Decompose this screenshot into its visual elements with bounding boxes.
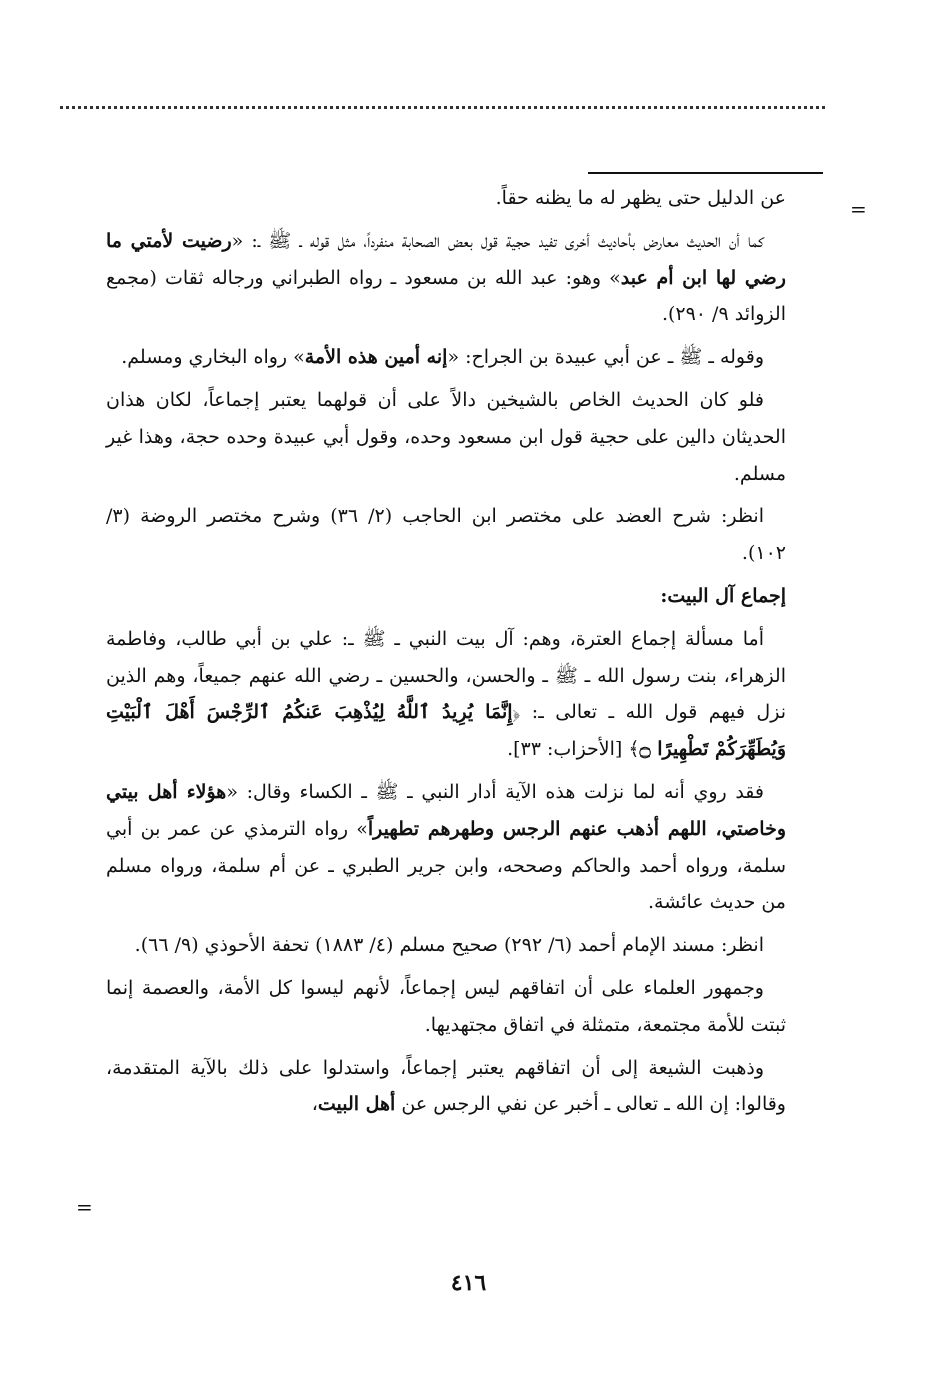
paragraph [106,578,786,615]
text-segment: أما مسألة إجماع العترة، وهم: آل بيت النبي ـ ﷺ ـ: علي بن أبي طالب، وفاطمة الزهراء، بنت رسول الله ـ ﷺ ـ والحسن، والحسين ـ رضي الله عنهم جميعاً، وهم الذين نزل فيهم قول الله ـ تعالى ـ: ﴿ [106,627,786,724]
paragraph [106,774,786,921]
paragraph [106,223,786,333]
paragraph [106,927,786,964]
bold-text-segment: إِنَّمَا يُرِيدُ ٱللَّهُ لِيُذْهِبَ عَنكُمُ ٱلرِّجْسَ أَهْلَ ٱلْبَيْتِ وَيُطَهِّرَكُمْ تَطْهِيرًا ۝ [106,701,786,761]
paragraph [106,970,786,1044]
text-segment: وذهبت الشيعة إلى أن اتفاقهم يعتبر إجماعاً، واستدلوا على ذلك بالآية المتقدمة، وقالوا: إن الله ـ تعالى ـ أخبر عن نفي الرجس عن [106,1056,786,1116]
text-segment: فقد روي أنه لما نزلت هذه الآية أدار النبي ـ ﷺ ـ الكساء وقال: « [226,780,764,803]
text-segment: ﴾ [الأحزاب: ٣٣]. [507,738,640,761]
text-segment: كما أن الحديث معارض بأحاديث أخرى تفيد حجية قول بعض الصحابة منفرداً، مثل قوله ـ ﷺ ـ: « [231,229,764,252]
continuation-mark-top: = [850,197,867,221]
text-segment: انظر: مسند الإمام أحمد (٦/ ٢٩٢) صحيح مسلم (٤/ ١٨٨٣) تحفة الأحوذي (٩/ ٦٦). [134,934,764,957]
text-segment: عن الدليل حتى يظهر له ما يظنه حقاً. [495,187,786,209]
bold-text-segment: أهل البيت [317,1093,396,1116]
paragraph [106,1050,786,1124]
text-segment: » رواه الترمذي عن عمر بن أبي سلمة، ورواه أحمد والحاكم وصححه، وابن جرير الطبري ـ عن أم سلمة، ورواه مسلم من حديث عائشة. [106,817,786,914]
paragraph [106,180,786,217]
paragraph [106,382,786,492]
continuation-mark-bottom: = [76,1195,93,1219]
bold-text-segment: إجماع آل البيت: [660,584,786,607]
footnote-separator-rule [588,172,823,174]
paragraph [106,621,786,768]
header-dotted-rule [60,106,825,109]
bold-text-segment: رضيت لأمتي ما رضي لها ابن أم عبد [106,229,786,289]
bold-text-segment: إنه أمين هذه الأمة [304,346,448,369]
paragraph [106,339,786,376]
text-segment: ، [311,1093,318,1116]
text-segment: وقوله ـ ﷺ ـ عن أبي عبيدة بن الجراح: « [447,346,764,369]
paragraph [106,498,786,572]
text-segment: فلو كان الحديث الخاص بالشيخين دالاً على أن قولهما يعتبر إجماعاً، لكان هذان الحديثان دالين على حجية قول ابن مسعود وحده، وقول أبي عبيدة وحده حجة، وهذا غير مسلم. [106,388,786,485]
footnote-text-block [106,180,786,1129]
text-segment: » رواه البخاري ومسلم. [121,346,305,369]
text-segment: » وهو: عبد الله بن مسعود ـ رواه الطبراني ورجاله ثقات (مجمع الزوائد ٩/ ٢٩٠). [106,266,786,326]
bold-text-segment: هؤلاء أهل بيتي وخاصتي، اللهم أذهب عنهم الرجس وطهرهم تطهيراً [106,780,786,840]
page-number: ٤١٦ [450,1270,487,1296]
text-segment: وجمهور العلماء على أن اتفاقهم ليس إجماعاً، لأنهم ليسوا كل الأمة، والعصمة إنما ثبتت للأمة مجتمعة، متمثلة في اتفاق مجتهديها. [106,976,786,1036]
text-segment: انظر: شرح العضد على مختصر ابن الحاجب (٢/ ٣٦) وشرح مختصر الروضة (٣/ ١٠٢). [106,505,786,565]
